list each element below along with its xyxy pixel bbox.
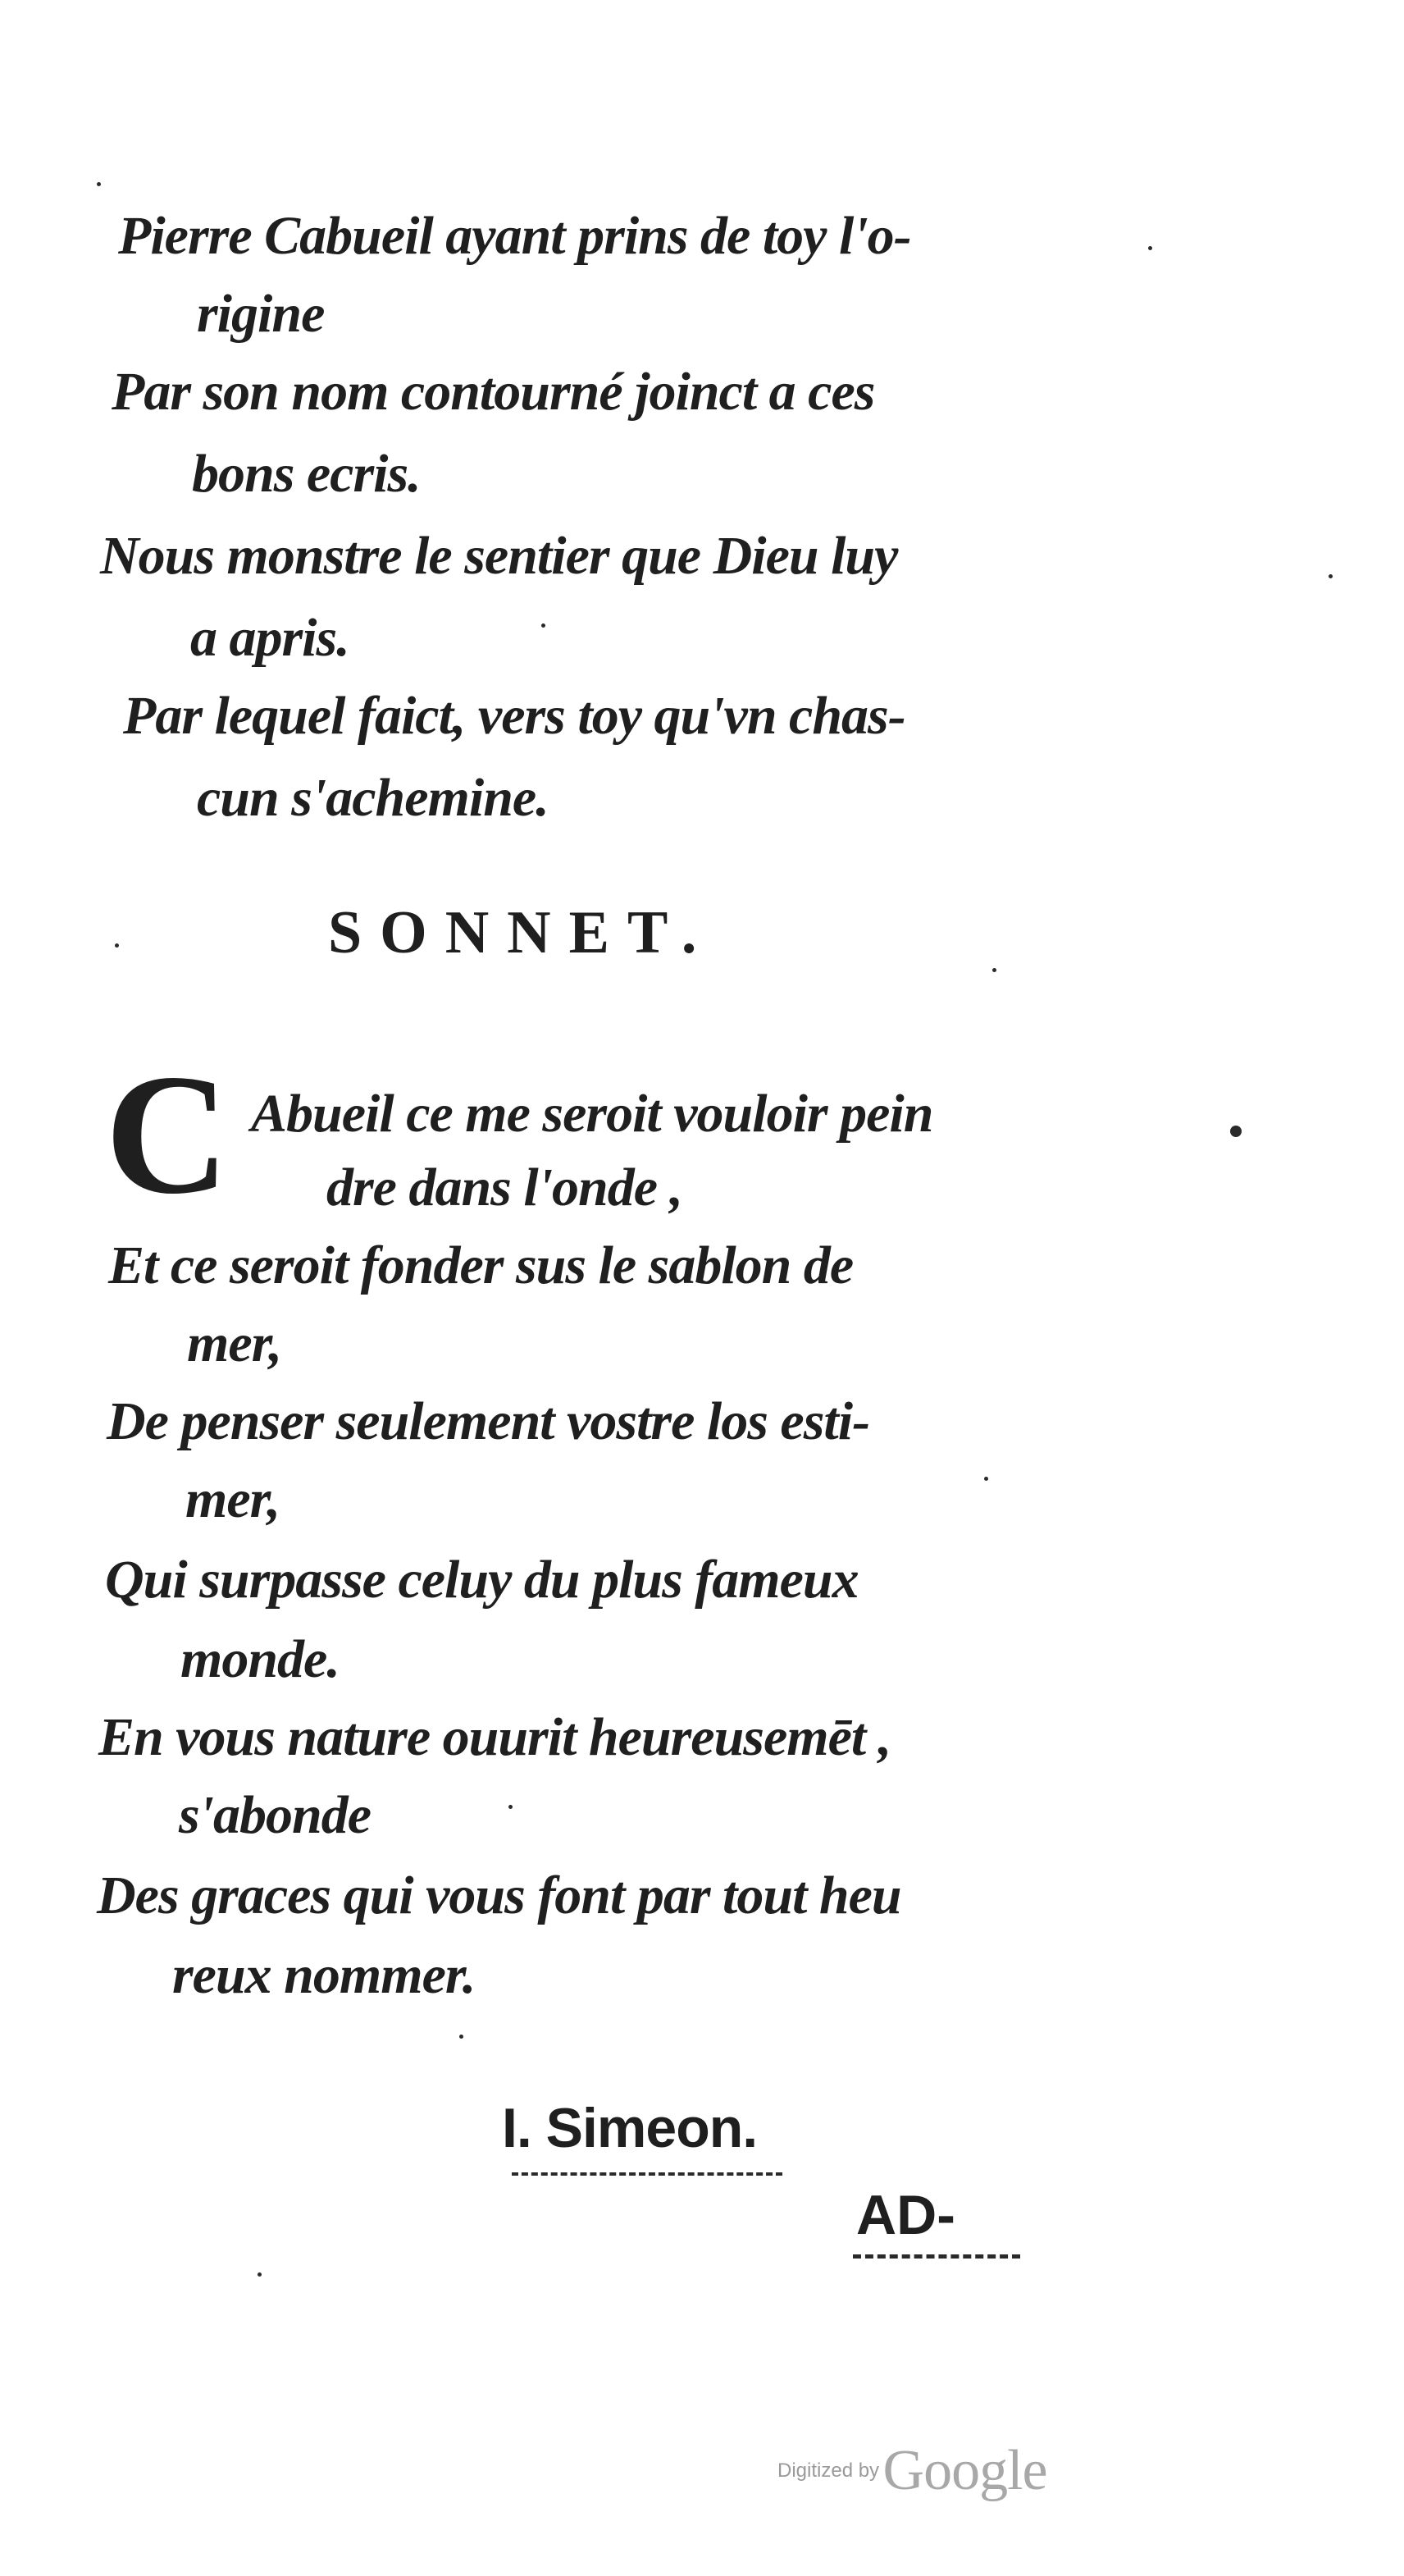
sonnet-line: Et ce seroit fonder sus le sablon de <box>108 1235 854 1295</box>
scan-speck <box>97 182 101 186</box>
poem-line: a apris. <box>190 608 349 668</box>
sonnet-line: Abueil ce me seroit vouloir pein <box>251 1084 933 1144</box>
watermark-prefix: Digitized by <box>777 2460 880 2482</box>
catchword: AD- <box>856 2184 955 2246</box>
scan-speck <box>115 943 119 948</box>
scan-speck <box>459 2035 463 2039</box>
poem-line: cun s'achemine. <box>197 768 549 828</box>
scan-speck <box>992 968 996 972</box>
sonnet-heading: SONNET. <box>328 899 715 966</box>
signature: I. Simeon. <box>502 2097 758 2159</box>
poem-line: Nous monstre le sentier que Dieu luy <box>100 526 898 586</box>
sonnet-line: reux nommer. <box>172 1945 476 2005</box>
poem-line: Par lequel faict, vers toy qu'vn chas- <box>123 686 905 746</box>
scan-speck <box>1148 246 1152 250</box>
drop-cap: C <box>105 1039 230 1230</box>
poem-line: Par son nom contourné joinct a ces <box>112 362 875 422</box>
signature-underline <box>512 2172 782 2176</box>
google-logo-text: Google <box>882 2439 1047 2502</box>
sonnet-line: s'abonde <box>179 1785 372 1845</box>
poem-line: bons ecris. <box>192 444 421 504</box>
scan-speck <box>984 1477 988 1481</box>
poem-line: rigine <box>197 284 325 344</box>
sonnet-line: mer, <box>185 1469 280 1529</box>
sonnet-line: monde. <box>180 1629 340 1689</box>
catchword-underline <box>853 2254 1020 2259</box>
sonnet-line: En vous nature ouurit heureusemēt , <box>98 1707 891 1767</box>
scan-speck <box>541 623 545 628</box>
sonnet-line: Des graces qui vous font par tout heu <box>97 1866 901 1925</box>
sonnet-line: Qui surpasse celuy du plus fameux <box>105 1550 859 1610</box>
sonnet-line: dre dans l'onde , <box>326 1158 683 1217</box>
scan-speck <box>258 2272 262 2277</box>
scan-speck <box>1329 574 1333 578</box>
digitized-watermark <box>777 2438 1047 2504</box>
scan-speck <box>508 1805 513 1809</box>
poem-line: Pierre Cabueil ayant prins de toy l'o- <box>118 206 911 266</box>
scan-speck <box>1230 1126 1242 1137</box>
sonnet-line: De penser seulement vostre los esti- <box>107 1391 870 1451</box>
sonnet-line: mer, <box>187 1313 282 1373</box>
